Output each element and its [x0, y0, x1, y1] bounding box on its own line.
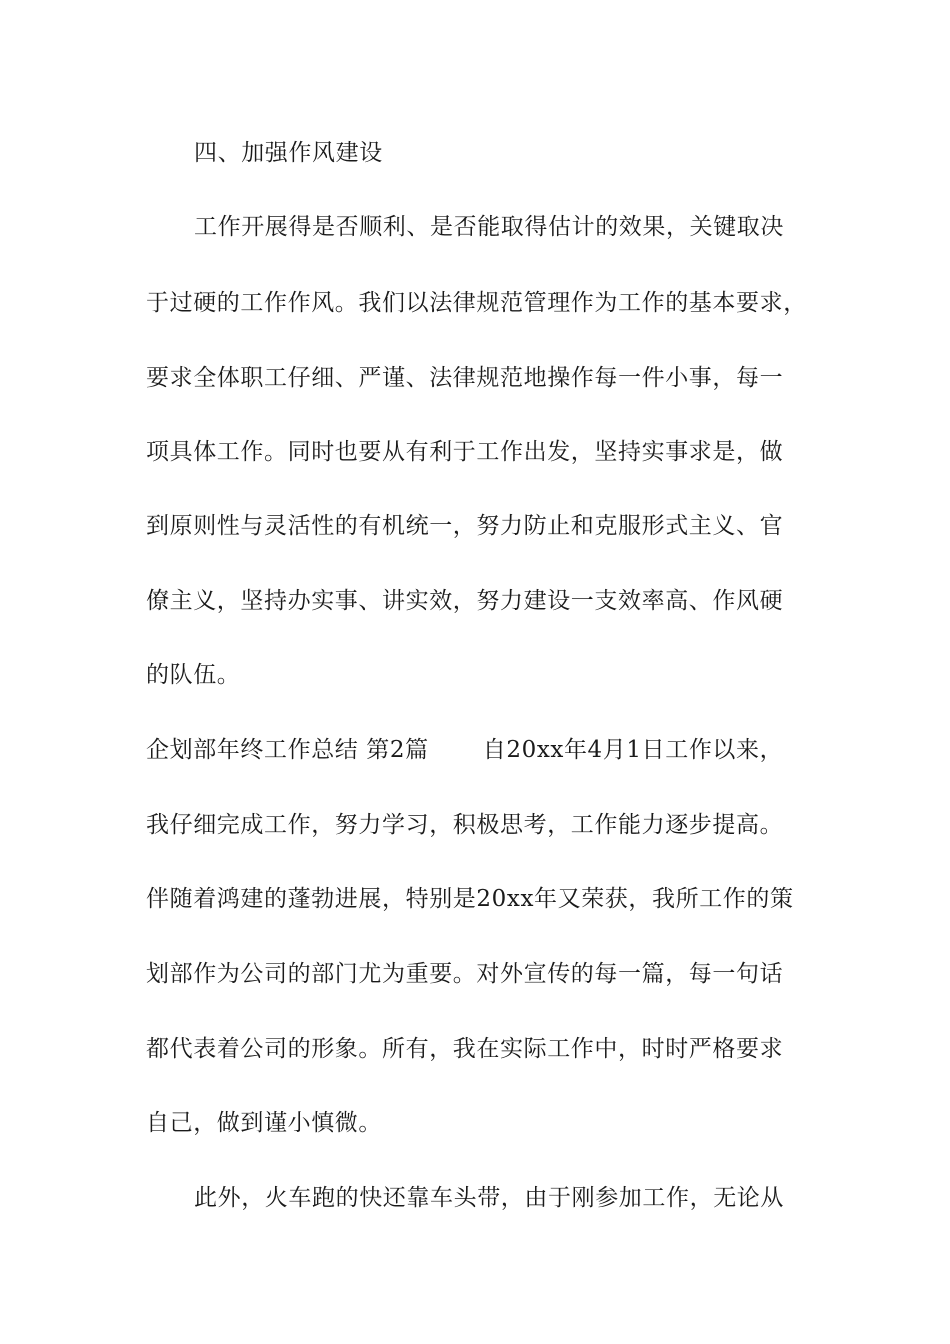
paragraph-line: 僚主义，坚持办实事、讲实效，努力建设一支效率高、作风硬: [146, 588, 784, 614]
paragraph-start: 自20xx年4月1日工作以来，: [482, 737, 784, 763]
paragraph-line: 于过硬的工作作风。我们以法律规范管理作为工作的基本要求，: [146, 290, 807, 316]
paragraph-line: 工作开展得是否顺利、是否能取得估计的效果，关键取决: [194, 214, 784, 240]
paragraph-line: 自己，做到谨小慎微。: [146, 1110, 382, 1136]
section-title-line: [146, 735, 816, 765]
paragraph-line: 要求全体职工仔细、严谨、法律规范地操作每一件小事，每一: [146, 365, 784, 391]
paragraph-line: 的队伍。: [146, 662, 241, 688]
paragraph-line: 到原则性与灵活性的有机统一，努力防止和克服形式主义、官: [146, 513, 784, 539]
paragraph-line: 此外，火车跑的快还靠车头带，由于刚参加工作，无论从: [194, 1185, 784, 1211]
paragraph-line: 划部作为公司的部门尤为重要。对外宣传的每一篇，每一句话: [146, 961, 784, 987]
paragraph-line: 都代表着公司的形象。所有，我在实际工作中，时时严格要求: [146, 1036, 784, 1062]
section-heading: 四、加强作风建设: [194, 140, 383, 166]
section-title: 企划部年终工作总结 第2篇: [146, 737, 429, 763]
paragraph-line: 我仔细完成工作，努力学习，积极思考，工作能力逐步提高。: [146, 812, 784, 838]
paragraph-line: 项具体工作。同时也要从有利于工作出发，坚持实事求是，做: [146, 439, 784, 465]
paragraph-line: 伴随着鸿建的蓬勃进展，特别是20xx年又荣获，我所工作的策: [146, 886, 794, 912]
